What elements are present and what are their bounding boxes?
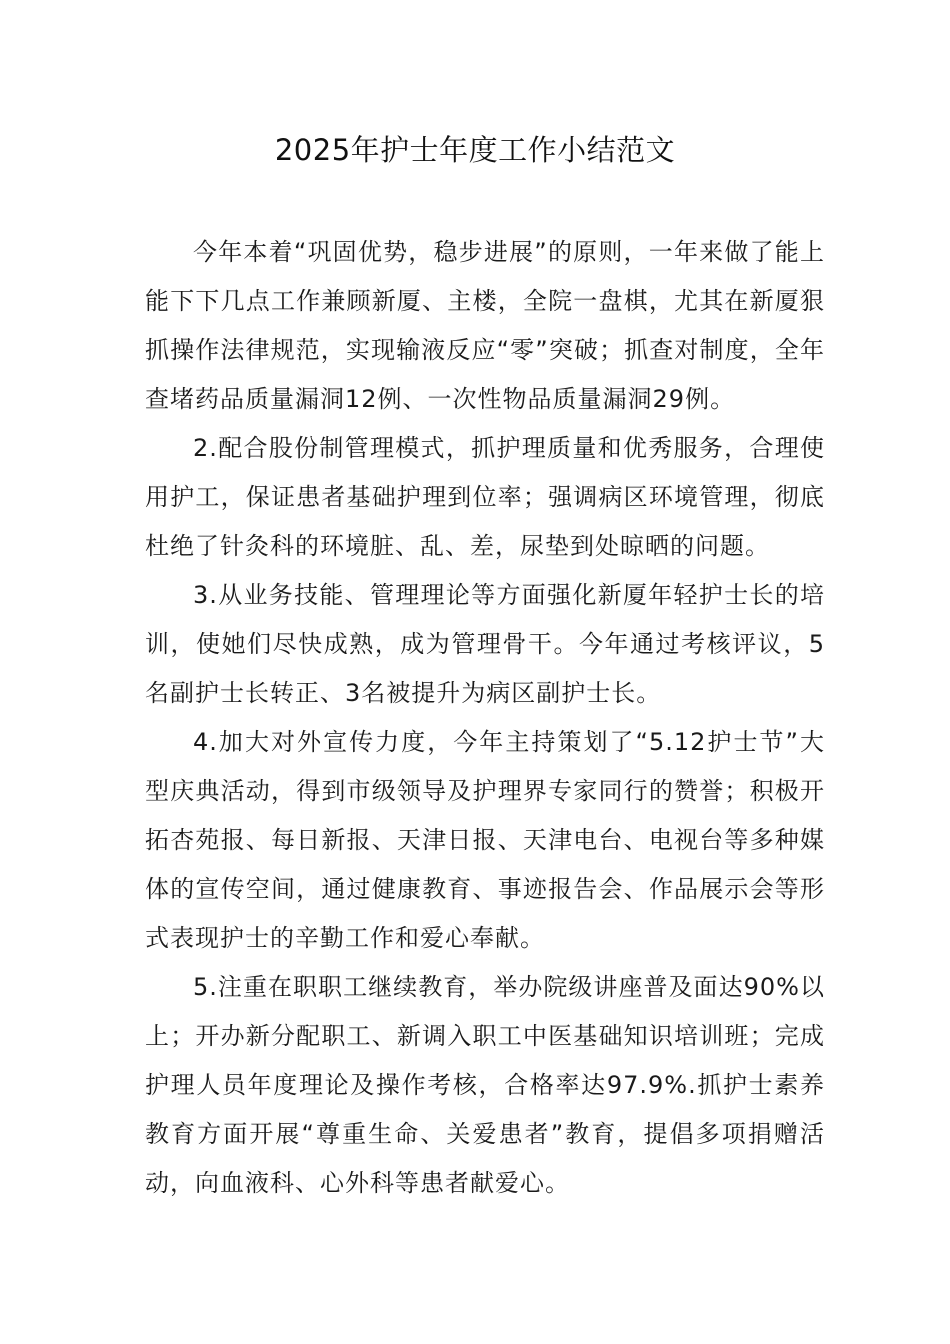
paragraph-item-4: 4.加大对外宣传力度，今年主持策划了“5.12护士节”大型庆典活动，得到市级领导及护理界专家同行的赞誉；积极开拓杏苑报、每日新报、天津日报、天津电台、电视台等多种媒体的宣传空间，通过健康教育、事迹报告会、作品展示会等形式表现护士的辛勤工作和爱心奉献。 — [145, 728, 825, 952]
paragraph-item-2: 2.配合股份制管理模式，抓护理质量和优秀服务，合理使用护工，保证患者基础护理到位率；强调病区环境管理，彻底杜绝了针灸科的环境脏、乱、差，尿垫到处晾晒的问题。 — [145, 434, 825, 560]
paragraph-intro: 今年本着“巩固优势，稳步进展”的原则，一年来做了能上能下下几点工作兼顾新厦、主楼，全院一盘棋，尤其在新厦狠抓操作法律规范，实现输液反应“零”突破；抓查对制度，全年查堵药品质量漏洞12例、一次性物品质量漏洞29例。 — [145, 238, 825, 413]
document-title: 2025年护士年度工作小结范文 — [274, 133, 676, 167]
paragraph-item-3: 3.从业务技能、管理理论等方面强化新厦年轻护士长的培训，使她们尽快成熟，成为管理骨干。今年通过考核评议，5名副护士长转正、3名被提升为病区副护士长。 — [145, 581, 825, 707]
document-body — [145, 228, 825, 1208]
paragraph-item-5: 5.注重在职职工继续教育，举办院级讲座普及面达90%以上；开办新分配职工、新调入职工中医基础知识培训班；完成护理人员年度理论及操作考核，合格率达97.9%.抓护士素养教育方面开展“尊重生命、关爱患者”教育，提倡多项捐赠活动，向血液科、心外科等患者献爱心。 — [145, 973, 825, 1197]
